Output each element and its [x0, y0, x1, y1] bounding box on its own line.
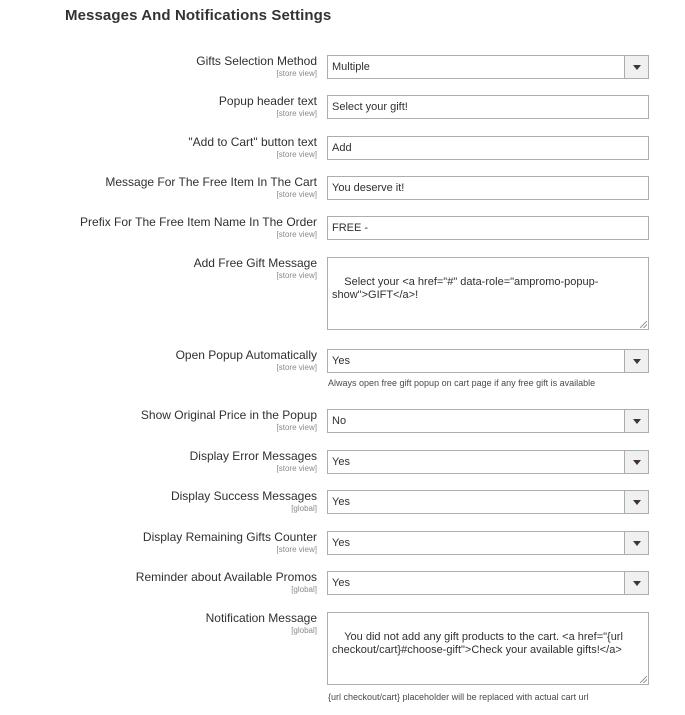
field-label-text: Prefix For The Free Item Name In The Order — [80, 215, 317, 229]
field-label-text: Message For The Free Item In The Cart — [105, 175, 317, 189]
field-label-text: "Add to Cart" button text — [188, 135, 317, 149]
field-label — [188, 136, 317, 159]
scope-label: [store view] — [276, 69, 317, 78]
resize-grip-icon[interactable] — [640, 321, 647, 328]
scope-label: [store view] — [276, 230, 317, 239]
textarea-value: Select your <a href="#" data-role="ampromo-popup-show">GIFT</a>! — [332, 276, 599, 301]
field-label — [176, 349, 317, 372]
chevron-down-icon[interactable] — [624, 410, 648, 432]
field-note: Always open free gift popup on cart page if any free gift is available — [328, 378, 596, 388]
input-value: Add — [332, 142, 352, 154]
show-original-price-select[interactable] — [327, 409, 649, 433]
field-label-text: Popup header text — [218, 94, 317, 108]
field-label-text: Gifts Selection Method — [196, 54, 317, 68]
scope-label: [global] — [291, 504, 317, 513]
section-title: Messages And Notifications Settings — [65, 7, 332, 24]
gifts-selection-method-select[interactable] — [327, 55, 649, 79]
reminder-available-promos-select[interactable] — [327, 571, 649, 595]
field-label — [105, 176, 317, 199]
field-label — [136, 571, 317, 594]
scope-label: [global] — [291, 585, 317, 594]
scope-label: [store view] — [276, 190, 317, 199]
field-label — [219, 95, 317, 118]
field-label-text: Reminder about Available Promos — [135, 570, 317, 584]
scope-label: [store view] — [276, 271, 317, 280]
select-value: Yes — [332, 355, 350, 367]
input-value: You deserve it! — [332, 182, 405, 194]
notification-message-textarea[interactable] — [327, 612, 649, 685]
add-to-cart-button-text-input[interactable] — [327, 136, 649, 160]
scope-label: [store view] — [276, 545, 317, 554]
field-label — [196, 55, 317, 78]
field-label — [143, 531, 317, 554]
display-remaining-gifts-counter-select[interactable] — [327, 531, 649, 555]
select-value: Yes — [332, 456, 350, 468]
field-label-text: Display Remaining Gifts Counter — [142, 530, 317, 544]
select-value: Multiple — [332, 61, 370, 73]
textarea-value: You did not add any gift products to the cart. <a href="{url checkout/cart}#choose-gift">Check your available gifts!</a> — [332, 631, 626, 656]
resize-grip-icon[interactable] — [640, 676, 647, 683]
field-label — [171, 490, 317, 513]
chevron-down-icon[interactable] — [624, 56, 648, 78]
input-value: FREE - — [332, 222, 369, 234]
field-label-text: Add Free Gift Message — [193, 256, 317, 270]
input-value: Select your gift! — [332, 101, 408, 113]
chevron-down-icon[interactable] — [624, 572, 648, 594]
chevron-down-icon[interactable] — [624, 532, 648, 554]
open-popup-automatically-select[interactable] — [327, 349, 649, 373]
free-item-prefix-input[interactable] — [327, 216, 649, 240]
scope-label: [store view] — [276, 464, 317, 473]
display-success-messages-select[interactable] — [327, 490, 649, 514]
field-note: {url checkout/cart} placeholder will be replaced with actual cart url — [328, 692, 589, 702]
field-label — [194, 257, 317, 280]
chevron-down-icon[interactable] — [624, 491, 648, 513]
scope-label: [store view] — [276, 150, 317, 159]
chevron-down-icon[interactable] — [624, 451, 648, 473]
field-label — [190, 450, 317, 473]
select-value: Yes — [332, 496, 350, 508]
free-item-message-input[interactable] — [327, 176, 649, 200]
popup-header-text-input[interactable] — [327, 95, 649, 119]
field-label — [206, 612, 317, 635]
field-label-text: Open Popup Automatically — [175, 348, 317, 362]
scope-label: [store view] — [276, 363, 317, 372]
scope-label: [global] — [291, 626, 317, 635]
display-error-messages-select[interactable] — [327, 450, 649, 474]
scope-label: [store view] — [276, 109, 317, 118]
field-label-text: Show Original Price in the Popup — [140, 408, 317, 422]
select-value: Yes — [332, 537, 350, 549]
select-value: Yes — [332, 577, 350, 589]
field-label-text: Display Error Messages — [189, 449, 317, 463]
field-label-text: Display Success Messages — [170, 489, 317, 503]
add-free-gift-message-textarea[interactable] — [327, 257, 649, 330]
field-label-text: Notification Message — [205, 611, 317, 625]
chevron-down-icon[interactable] — [624, 350, 648, 372]
field-label — [80, 216, 317, 239]
select-value: No — [332, 415, 347, 427]
scope-label: [store view] — [276, 423, 317, 432]
field-label — [141, 409, 317, 432]
